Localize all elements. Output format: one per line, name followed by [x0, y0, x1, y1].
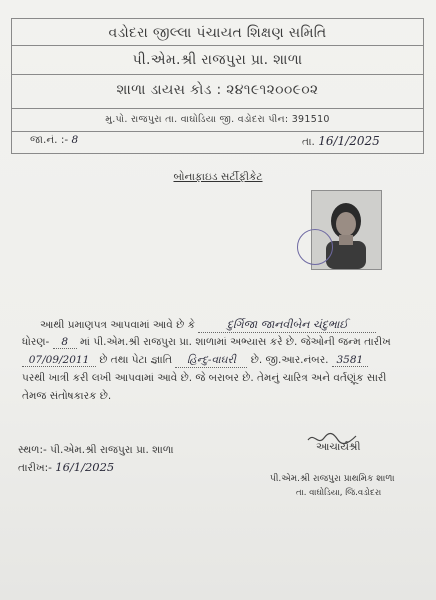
certificate-title — [0, 171, 436, 184]
birthdate-line — [22, 354, 368, 368]
photo-stamp-icon — [297, 229, 333, 265]
character-line: પરથી ખાત્રી કરી લખી આપવામાં આવે છે. જે બરાબર છે. તેમનું ચારિત્ર અને વર્તણૂંક સારી — [22, 372, 387, 384]
issue-date-value: 16/1/2025 — [318, 134, 380, 148]
register-number: 3581 — [332, 354, 368, 367]
intro-line — [40, 318, 376, 333]
reference-value: 8 — [71, 134, 79, 146]
school-stamp-line1: પી.એમ.શ્રી રાજપુરા પ્રાથમિક શાળા — [270, 474, 395, 484]
issue-date-label: તા. — [302, 136, 315, 148]
place-value: પી.એમ.શ્રી રાજપુરા પ્રા. શાળા — [50, 444, 174, 456]
caste-label: છે તથા પેટા જ્ઞાતિ — [99, 354, 173, 366]
school-stamp-line2: તા. વાઘોડિયા, જિ.વડોદરા — [296, 488, 382, 498]
caste-value: હિન્દુ-વાઘરી — [175, 354, 247, 368]
reference-label: જા.નં. :- — [30, 134, 69, 146]
birth-date-value: 07/09/2011 — [22, 354, 96, 367]
footer-date-value: 16/1/2025 — [55, 460, 115, 474]
divider — [12, 45, 423, 46]
register-label: છે. જી.આર.નંબર. — [250, 354, 329, 366]
divider — [12, 74, 423, 75]
issue-date — [302, 134, 380, 149]
reference-number — [30, 134, 78, 147]
school-name: પી.એમ.શ્રી રાજપુરા પ્રા. શાળા — [132, 52, 303, 68]
student-name: દુર્ગિજા જાનવીબેન ચંદુભાઈ — [198, 318, 376, 333]
footer-date-field — [18, 460, 114, 475]
certificate-title-text: બોનાફાઇડ સર્ટીફીકેટ — [173, 171, 263, 183]
standard-value: 8 — [53, 336, 77, 349]
standard-text: માં પી.એમ.શ્રી રાજપુરા પ્રા. શાળામાં અભ્યાસ કરે છે. જેઓની જન્મ તારીખ — [80, 336, 391, 348]
dise-code: શાળા ડાયસ કોડ : ૨૪૧૯૧૨૦૦૯૦૨ — [116, 82, 319, 98]
school-address: મુ.પો. રાજપુરા તા. વાઘોડિયા જી. વડોદરા પીન: 391510 — [105, 114, 330, 125]
satisfactory-line: તેમજ સંતોષકારક છે. — [22, 390, 112, 402]
divider — [12, 108, 423, 109]
committee-name: વડોદરા જીલ્લા પંચાયત શિક્ષણ સમિતિ — [108, 25, 327, 41]
standard-line — [22, 336, 391, 349]
intro-text: આથી પ્રમાણપત્ર આપવામાં આવે છે કે — [40, 319, 196, 331]
place-field — [18, 444, 174, 457]
letterhead-box — [11, 18, 424, 154]
principal-title: આચાર્યશ્રી — [316, 441, 361, 453]
footer-date-label: તારીખ:- — [18, 462, 52, 474]
standard-label: ધોરણ- — [22, 336, 50, 348]
divider — [12, 131, 423, 132]
place-label: સ્થળ:- — [18, 444, 47, 456]
